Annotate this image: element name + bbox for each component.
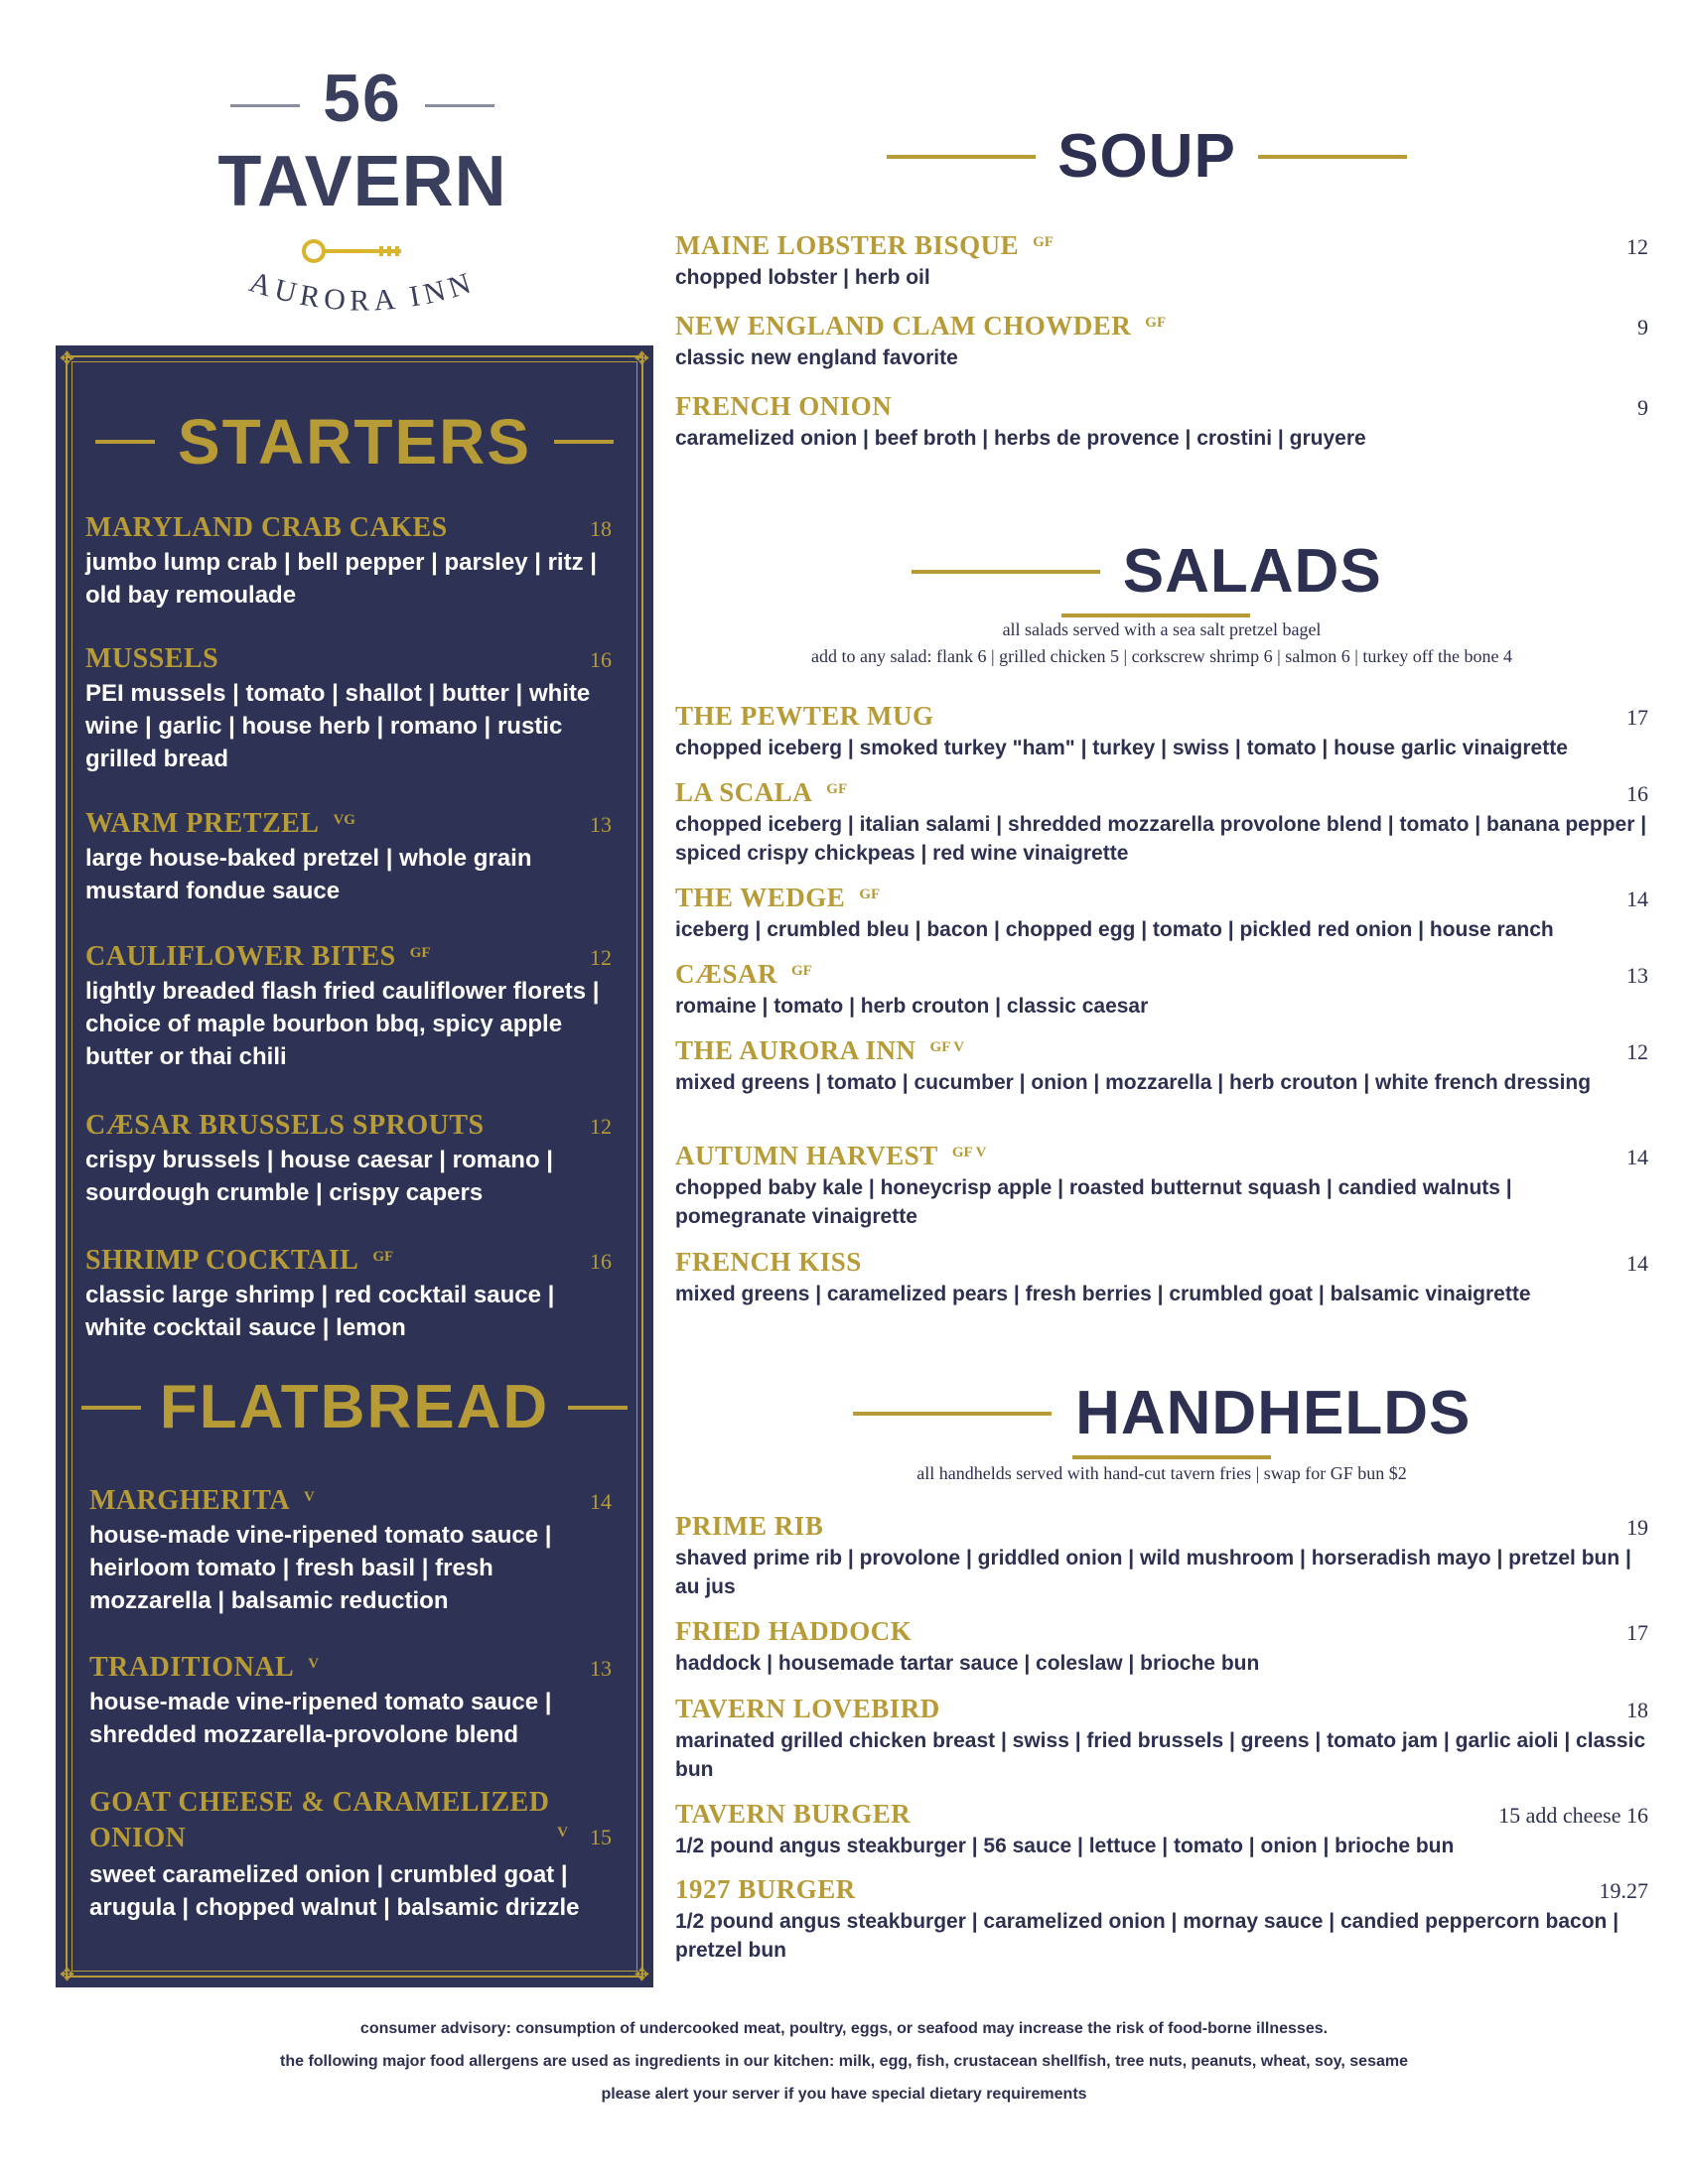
item-tag: GF — [409, 945, 431, 961]
item-price: 12 — [1626, 1039, 1648, 1064]
item-name: THE WEDGE — [675, 883, 846, 912]
menu-item — [675, 1694, 1648, 1784]
menu-item — [675, 777, 1648, 868]
item-desc: sweet caramelized onion | crumbled goat | arugula | chopped walnut | balsamic drizzle — [89, 1861, 580, 1921]
item-price: 17 — [1626, 1620, 1648, 1645]
item-tag: GF — [372, 1249, 394, 1265]
ornament-left — [95, 440, 155, 444]
item-price: 16 — [1626, 781, 1648, 806]
logo-number: 56 — [323, 61, 402, 136]
item-tag: GF — [859, 887, 881, 902]
item-desc: caramelized onion | beef broth | herbs de provence | crostini | gruyere — [675, 427, 1366, 450]
menu-item — [675, 230, 1648, 292]
item-desc: mixed greens | caramelized pears | fresh berries | crumbled goat | balsamic vinaigrette — [675, 1283, 1531, 1305]
item-name: SHRIMP COCKTAIL — [85, 1245, 359, 1276]
handhelds-title: HANDHELDS — [1075, 1379, 1472, 1447]
menu-item — [675, 1799, 1648, 1860]
item-name: MARGHERITA — [89, 1485, 291, 1516]
item-desc: iceberg | crumbled bleu | bacon | chopped egg | tomato | pickled red onion | house ranch — [675, 918, 1554, 941]
menu-item — [675, 959, 1648, 1021]
item-name: CÆSAR — [675, 959, 778, 989]
menu-item — [675, 1511, 1648, 1601]
item-price: 12 — [590, 1114, 612, 1139]
item-desc: marinated grilled chicken breast | swiss | fried brussels | greens | tomato jam | garlic aioli | classic bun — [675, 1729, 1646, 1781]
menu-item — [85, 512, 612, 612]
soup-title: SOUP — [1057, 122, 1236, 191]
salads-note: all salads served with a sea salt pretzel bagel — [1002, 619, 1322, 639]
menu-item — [675, 883, 1648, 944]
menu-item — [675, 1874, 1648, 1965]
item-desc: chopped iceberg | smoked turkey "ham" | turkey | swiss | tomato | house garlic vinaigrette — [675, 737, 1568, 759]
menu-item — [675, 1616, 1648, 1678]
item-name: CÆSAR BRUSSELS SPROUTS — [85, 1110, 485, 1141]
item-name: AUTUMN HARVEST — [675, 1141, 938, 1170]
item-tag: V — [304, 1489, 315, 1505]
item-desc: 1/2 pound angus steakburger | 56 sauce | lettuce | tomato | onion | brioche bun — [675, 1835, 1455, 1857]
menu-item — [89, 1652, 612, 1751]
menu-item — [85, 808, 612, 907]
item-price: 18 — [1626, 1698, 1648, 1722]
menu-item — [85, 941, 612, 1073]
item-desc: house-made vine-ripened tomato sauce | heirloom tomato | fresh basil | fresh mozzarella | balsamic reduction — [89, 1522, 552, 1614]
item-name: NEW ENGLAND CLAM CHOWDER — [675, 311, 1132, 341]
item-desc: 1/2 pound angus steakburger | caramelized onion | mornay sauce | candied peppercorn bacon | pretzel bun — [675, 1910, 1619, 1962]
ornament-left — [81, 1406, 141, 1410]
item-desc: mixed greens | tomato | cucumber | onion | mozzarella | herb crouton | white french dressing — [675, 1071, 1592, 1094]
logo — [189, 60, 536, 338]
item-desc: crispy brussels | house caesar | romano | sourdough crumble | crispy capers — [85, 1147, 554, 1206]
item-price: 9 — [1637, 315, 1648, 340]
corner-ornament: ✥ — [60, 1965, 75, 1984]
logo-dash-right — [425, 104, 494, 107]
item-name: TAVERN LOVEBIRD — [675, 1694, 940, 1723]
ornament-right — [1258, 155, 1407, 159]
flatbread-heading — [56, 1372, 653, 1442]
item-price: 12 — [1626, 234, 1648, 259]
item-tag: GF V — [929, 1039, 965, 1055]
consumer-advisory: consumer advisory: consumption of undercooked meat, poultry, eggs, or seafood may increase the risk of food-borne illnesses. — [359, 2020, 1329, 2037]
item-price: 14 — [590, 1489, 612, 1514]
item-price: 13 — [1626, 963, 1648, 988]
handhelds-heading — [755, 1378, 1569, 1466]
starters-heading — [56, 405, 653, 478]
item-price: 9 — [1637, 395, 1648, 420]
salads-heading — [814, 536, 1479, 624]
item-name: WARM PRETZEL — [85, 808, 320, 839]
item-price: 13 — [590, 812, 612, 837]
item-tag: V — [308, 1656, 320, 1672]
ornament-right — [554, 440, 614, 444]
item-desc: shaved prime rib | provolone | griddled onion | wild mushroom | horseradish mayo | pretzel bun | au jus — [675, 1547, 1631, 1598]
item-name: LA SCALA — [675, 777, 813, 807]
item-desc: PEI mussels | tomato | shallot | butter | white wine | garlic | house herb | romano | rustic grilled bread — [85, 680, 591, 772]
ornament-right — [1061, 614, 1250, 617]
left-panel — [56, 345, 653, 1987]
ornament-left — [887, 155, 1036, 159]
ornament-right — [568, 1406, 628, 1410]
item-tag: GF — [1033, 234, 1054, 250]
item-tag: GF — [791, 963, 812, 979]
corner-ornament: ✥ — [633, 348, 649, 368]
salads-addons: add to any salad: flank 6 | grilled chicken 5 | corkscrew shrimp 6 | salmon 6 | turkey off the bone 4 — [811, 646, 1512, 666]
item-tag: GF V — [951, 1145, 987, 1160]
item-name: THE AURORA INN — [675, 1035, 916, 1065]
logo-name: TAVERN — [217, 142, 507, 221]
item-name: CAULIFLOWER BITES — [85, 941, 396, 972]
menu-item — [675, 1141, 1648, 1231]
item-name: 1927 BURGER — [675, 1874, 856, 1904]
item-price: 18 — [590, 516, 612, 541]
item-name: MAINE LOBSTER BISQUE — [675, 230, 1020, 260]
ornament-right — [1072, 1455, 1271, 1459]
item-desc: jumbo lump crab | bell pepper | parsley | ritz | old bay remoulade — [85, 549, 597, 609]
item-price: 15 — [590, 1825, 612, 1849]
item-price: 19 — [1626, 1515, 1648, 1540]
item-desc: chopped baby kale | honeycrisp apple | roasted butternut squash | candied walnuts | pomegranate vinaigrette — [675, 1176, 1512, 1228]
item-price: 14 — [1626, 1145, 1648, 1169]
item-desc: classic new england favorite — [675, 346, 958, 369]
item-tag: GF — [1145, 315, 1167, 331]
item-tag: GF — [826, 781, 848, 797]
handhelds-note: all handhelds served with hand-cut tavern fries | swap for GF bun $2 — [916, 1463, 1407, 1483]
item-price: 14 — [1626, 1251, 1648, 1276]
item-price: 16 — [590, 647, 612, 672]
item-price: 17 — [1626, 705, 1648, 730]
item-name: FRENCH KISS — [675, 1247, 862, 1277]
dietary-notice: please alert your server if you have special dietary requirements — [601, 2086, 1087, 2103]
salads-title: SALADS — [1122, 537, 1382, 606]
item-price: 19.27 — [1599, 1878, 1648, 1903]
item-desc: large house-baked pretzel | whole grain mustard fondue sauce — [85, 845, 532, 904]
item-tag: V — [557, 1825, 568, 1841]
ornament-left — [912, 570, 1100, 574]
item-desc: classic large shrimp | red cocktail sauce | white cocktail sauce | lemon — [85, 1282, 555, 1341]
menu-item — [675, 311, 1648, 372]
item-name: TAVERN BURGER — [675, 1799, 912, 1829]
item-desc: haddock | housemade tartar sauce | coleslaw | brioche bun — [675, 1652, 1260, 1675]
item-name: THE PEWTER MUG — [675, 701, 934, 731]
item-price: 12 — [590, 945, 612, 970]
item-name: FRIED HADDOCK — [675, 1616, 913, 1646]
item-tag: VG — [333, 812, 355, 828]
item-desc: romaine | tomato | herb crouton | classic caesar — [675, 995, 1149, 1018]
menu-item — [675, 391, 1648, 453]
menu-item — [85, 1110, 612, 1209]
ornament-left — [853, 1412, 1052, 1416]
item-desc: lightly breaded flash fried cauliflower florets | choice of maple bourbon bbq, spicy apple butter or thai chili — [85, 978, 600, 1070]
corner-ornament: ✥ — [60, 348, 75, 368]
menu-item — [85, 643, 612, 775]
item-price: 13 — [590, 1656, 612, 1681]
menu-item — [675, 1035, 1648, 1097]
allergen-notice: the following major food allergens are used as ingredients in our kitchen: milk, egg, fish, crustacean shellfish, tree nuts, peanuts, wheat, soy, sesame — [280, 2053, 1408, 2070]
item-price: 14 — [1626, 887, 1648, 911]
item-name: GOAT CHEESE & CARAMELIZED ONION — [89, 1787, 550, 1853]
menu-item — [675, 1247, 1648, 1308]
item-desc: house-made vine-ripened tomato sauce | shredded mozzarella-provolone blend — [89, 1689, 552, 1748]
starters-title: STARTERS — [177, 406, 532, 478]
item-name: MARYLAND CRAB CAKES — [85, 512, 448, 543]
item-desc: chopped lobster | herb oil — [675, 266, 930, 289]
item-name: TRADITIONAL — [89, 1652, 295, 1683]
item-name: PRIME RIB — [675, 1511, 824, 1541]
item-price: 16 — [590, 1249, 612, 1274]
soup-heading — [849, 121, 1445, 192]
menu-item — [85, 1245, 612, 1344]
logo-subtitle-arc — [199, 258, 526, 338]
item-name: FRENCH ONION — [675, 391, 893, 421]
flatbread-title: FLATBREAD — [159, 1373, 550, 1441]
item-name: MUSSELS — [85, 643, 219, 674]
logo-subtitle: AURORA INN — [245, 265, 480, 318]
menu-item — [675, 701, 1648, 762]
svg-text:AURORA INN — [245, 265, 479, 317]
menu-item — [89, 1785, 612, 1924]
item-price: 15 add cheese 16 — [1498, 1803, 1648, 1828]
item-desc: chopped iceberg | italian salami | shredded mozzarella provolone blend | tomato | banana pepper | spiced crispy chickpeas | red wine vinaigrette — [675, 813, 1647, 865]
menu-item — [89, 1485, 612, 1617]
corner-ornament: ✥ — [633, 1965, 649, 1984]
